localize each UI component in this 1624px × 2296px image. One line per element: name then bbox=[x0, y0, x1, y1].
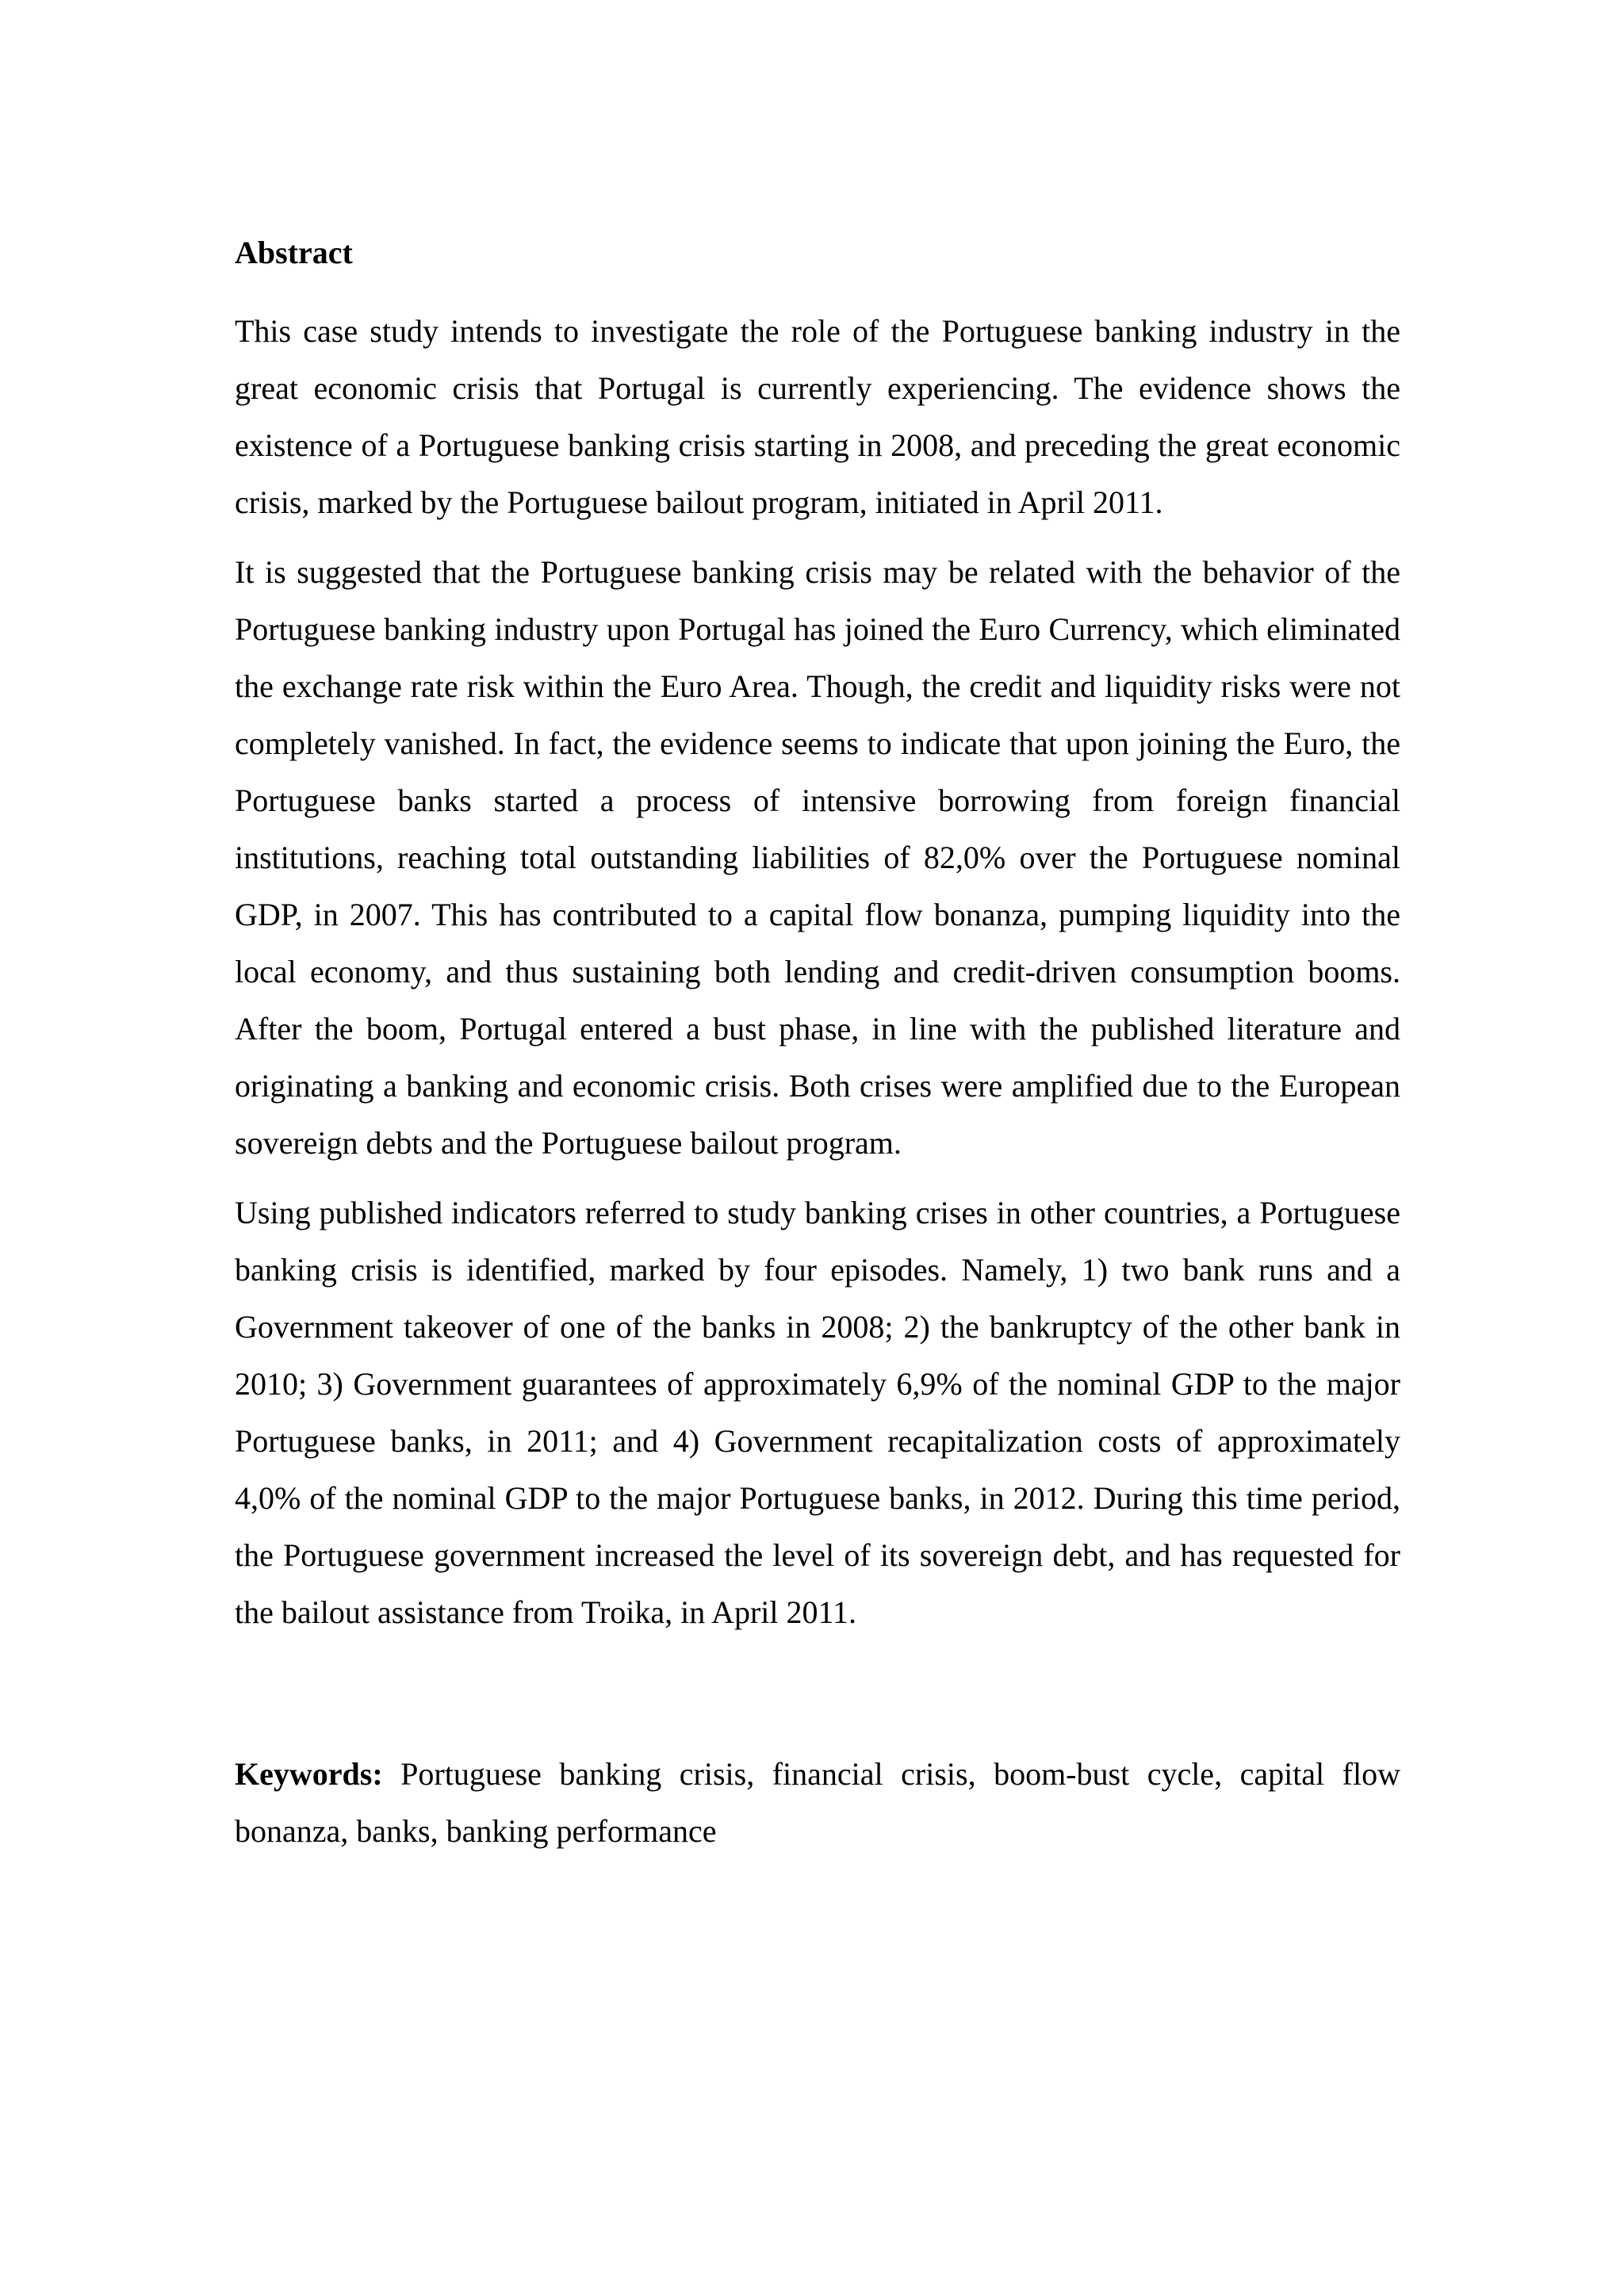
keywords-text: Portuguese banking crisis, financial crisis, boom-bust cycle, capital flow bonanza, banks, banking performance bbox=[235, 1756, 1400, 1849]
abstract-section bbox=[235, 227, 1400, 1860]
abstract-heading: Abstract bbox=[235, 235, 353, 270]
abstract-paragraph-1: This case study intends to investigate the role of the Portuguese banking industry in the great economic crisis that Portugal is currently experiencing. The evidence shows the existence of a Portuguese banking crisis starting in 2008, and preceding the great economic crisis, marked by the Portuguese bailout program, initiated in April 2011. bbox=[235, 313, 1400, 520]
abstract-paragraph-2: It is suggested that the Portuguese banking crisis may be related with the behavior of the Portuguese banking industry upon Portugal has joined the Euro Currency, which eliminated the exchange rate risk within the Euro Area. Though, the credit and liquidity risks were not completely vanished. In fact, the evidence seems to indicate that upon joining the Euro, the Portuguese banks started a process of intensive borrowing from foreign financial institutions, reaching total outstanding liabilities of 82,0% over the Portuguese nominal GDP, in 2007. This has contributed to a capital flow bonanza, pumping liquidity into the local economy, and thus sustaining both lending and credit-driven consumption booms. After the boom, Portugal entered a bust phase, in line with the published literature and originating a banking and economic crisis. Both crises were amplified due to the European sovereign debts and the Portuguese bailout program. bbox=[235, 554, 1400, 1161]
abstract-paragraph-3: Using published indicators referred to study banking crises in other countries, a Portuguese banking crisis is identified, marked by four episodes. Namely, 1) two bank runs and a Government takeover of one of the banks in 2008; 2) the bankruptcy of the other bank in 2010; 3) Government guarantees of approximately 6,9% of the nominal GDP to the major Portuguese banks, in 2011; and 4) Government recapitalization costs of approximately 4,0% of the nominal GDP to the major Portuguese banks, in 2012. During this time period, the Portuguese government increased the level of its sovereign debt, and has requested for the bailout assistance from Troika, in April 2011. bbox=[235, 1195, 1400, 1630]
keywords-label: Keywords: bbox=[235, 1756, 383, 1792]
keywords-line bbox=[235, 1746, 1400, 1860]
